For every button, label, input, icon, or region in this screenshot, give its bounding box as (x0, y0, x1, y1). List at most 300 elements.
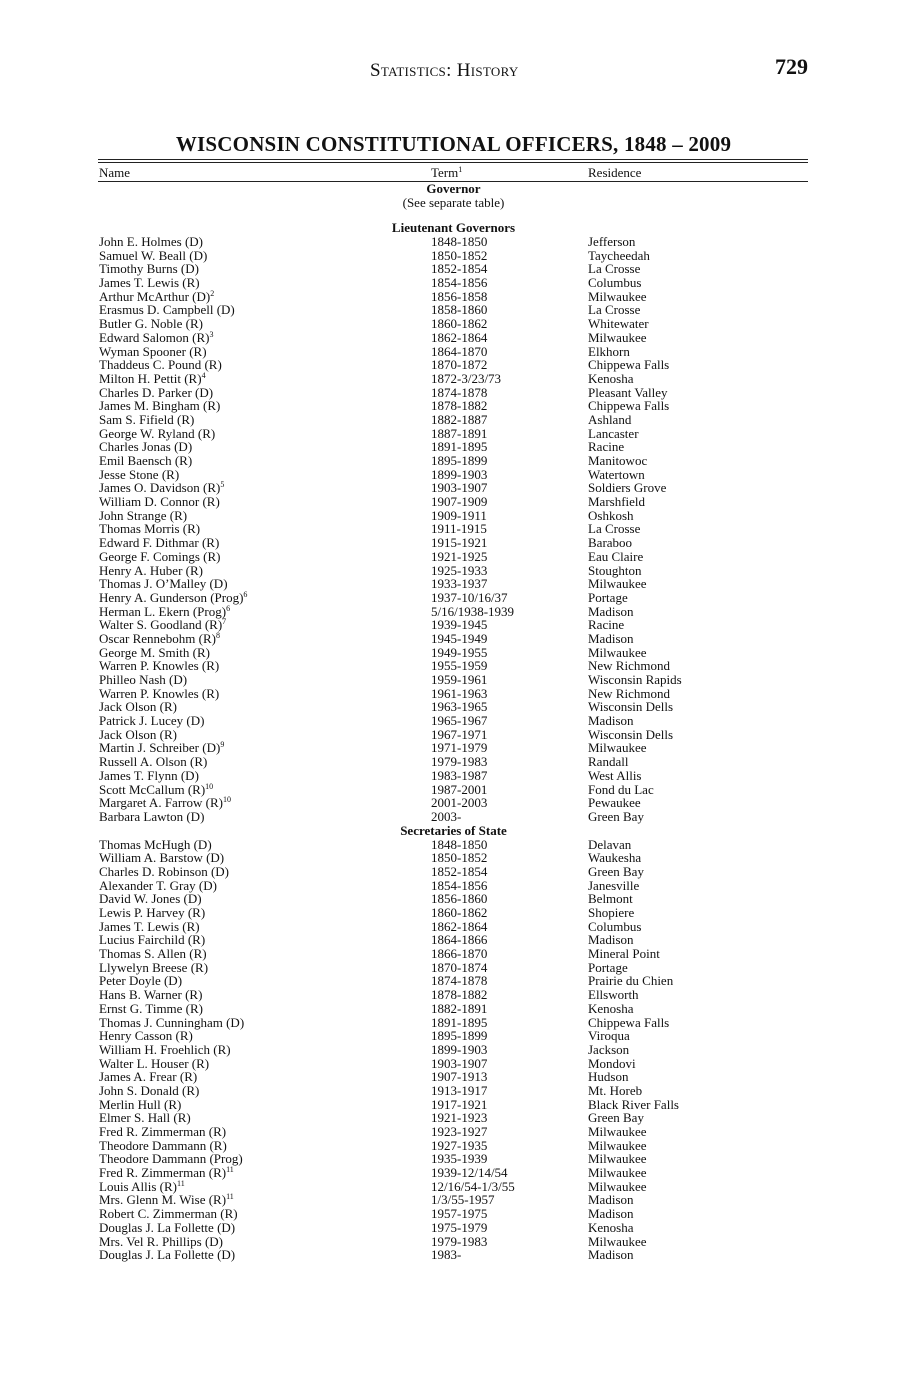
footnote-mark: 11 (226, 1192, 234, 1202)
table-row (0, 1111, 907, 1125)
table-row (0, 700, 907, 714)
term-cell: 1979-1983 (431, 1233, 488, 1249)
table-row (0, 1180, 907, 1194)
officer-name: Walter S. Goodland (R) (99, 617, 223, 633)
officer-name-cell (99, 974, 182, 988)
table-row (0, 783, 907, 797)
table-row (0, 1002, 907, 1016)
officers-table (0, 182, 907, 1262)
table-row (0, 591, 907, 605)
officer-name-cell (99, 851, 224, 865)
officer-name: Jesse Stone (R) (99, 466, 180, 482)
term-cell: 1923-1927 (431, 1124, 488, 1139)
officer-name-cell (99, 331, 213, 345)
term-cell: 1848-1850 (431, 836, 488, 852)
officer-name-cell (99, 249, 207, 263)
running-head (0, 54, 907, 82)
term-cell: 1856-1860 (431, 891, 488, 907)
officer-name-cell (99, 687, 219, 701)
officer-name-cell (99, 591, 247, 605)
section-heading (0, 182, 907, 196)
officer-name: Philleo Nash (D) (99, 672, 188, 687)
officer-name: Lewis P. Harvey (R) (99, 905, 206, 920)
officer-name-cell (99, 673, 187, 687)
residence-cell: La Crosse (588, 302, 641, 318)
term-cell: 1882-1887 (431, 411, 488, 427)
officer-name: William A. Barstow (D) (99, 850, 225, 866)
table-row (0, 358, 907, 372)
officer-name-cell (99, 1180, 185, 1194)
officer-name-cell (99, 495, 220, 509)
residence-cell: Chippewa Falls (588, 1014, 670, 1030)
term-cell: 1870-1874 (431, 959, 488, 975)
residence-cell: Mondovi (588, 1055, 636, 1071)
table-row (0, 1139, 907, 1153)
term-cell: 1957-1975 (431, 1206, 488, 1222)
officer-name: Wyman Spooner (R) (99, 343, 207, 359)
residence-cell: Chippewa Falls (588, 398, 670, 414)
term-cell: 1874-1878 (431, 384, 488, 400)
officer-name-cell (99, 550, 221, 564)
term-cell: 1850-1852 (431, 850, 488, 866)
officer-name-cell (99, 1193, 234, 1207)
column-header-residence: Residence (588, 165, 642, 180)
term-cell: 1864-1866 (431, 932, 488, 948)
table-row (0, 838, 907, 852)
table-row (0, 1029, 907, 1043)
officer-name: Patrick J. Lucey (D) (99, 713, 205, 729)
officer-name-cell (99, 1235, 223, 1249)
term-cell: 1959-1961 (431, 672, 488, 687)
officer-name-cell (99, 262, 199, 276)
column-header-term-label: Term (431, 165, 459, 180)
term-cell: 1899-1903 (431, 466, 488, 482)
residence-cell: Madison (588, 1247, 634, 1263)
officer-name: James M. Bingham (R) (99, 398, 221, 414)
officer-name: Henry Casson (R) (99, 1028, 193, 1044)
title-rule-top (98, 159, 808, 160)
officer-name-cell (99, 865, 229, 879)
officer-name: Edward Salomon (R) (99, 329, 210, 345)
officer-name: David W. Jones (D) (99, 891, 202, 907)
officer-name: Barbara Lawton (D) (99, 808, 205, 824)
officer-name-cell (99, 358, 222, 372)
officer-name: Samuel W. Beall (D) (99, 247, 208, 263)
officer-name-cell (99, 920, 200, 934)
residence-cell: Kenosha (588, 1000, 634, 1016)
title-rule-bottom (98, 162, 808, 163)
term-cell: 1925-1933 (431, 562, 488, 578)
table-row (0, 865, 907, 879)
officer-name-cell (99, 1207, 238, 1221)
officer-name: Robert C. Zimmerman (R) (99, 1206, 238, 1222)
term-cell: 1850-1852 (431, 247, 488, 263)
term-cell: 1983- (431, 1247, 462, 1263)
officer-name: Elmer S. Hall (R) (99, 1110, 191, 1126)
residence-cell: Madison (588, 713, 634, 729)
officer-name-cell (99, 700, 177, 714)
residence-cell: Racine (588, 617, 625, 633)
officer-name: Theodore Dammann (Prog) (99, 1151, 243, 1167)
term-cell: 1915-1921 (431, 535, 488, 551)
officer-name-cell (99, 235, 203, 249)
officer-name: Thomas S. Allen (R) (99, 946, 207, 962)
officer-name-cell (99, 961, 208, 975)
officer-name-cell (99, 632, 220, 646)
residence-cell: Randall (588, 754, 629, 770)
residence-cell: Taycheedah (588, 247, 650, 263)
footnote-mark: 6 (243, 589, 248, 599)
officer-name-cell (99, 276, 200, 290)
officer-name: James O. Davidson (R) (99, 480, 221, 496)
term-cell: 1921-1923 (431, 1110, 488, 1126)
section-heading (0, 221, 907, 235)
officer-name-cell (99, 646, 210, 660)
officer-name: James T. Lewis (R) (99, 275, 200, 291)
officer-name-cell (99, 728, 177, 742)
officer-name: Jack Olson (R) (99, 726, 177, 742)
footnote-mark: 11 (177, 1178, 185, 1188)
footnote-mark: 5 (220, 480, 225, 490)
term-cell: 1882-1891 (431, 1000, 488, 1016)
officer-name: Herman L. Ekern (Prog) (99, 603, 227, 619)
residence-cell: Milwaukee (588, 740, 647, 756)
term-cell: 1917-1921 (431, 1096, 488, 1112)
term-cell: 1903-1907 (431, 480, 488, 496)
residence-cell: Milwaukee (588, 1165, 647, 1181)
officer-name: Douglas J. La Follette (D) (99, 1247, 236, 1263)
officer-name-cell (99, 769, 199, 783)
table-row (0, 879, 907, 893)
table-row (0, 1098, 907, 1112)
term-cell: 1899-1903 (431, 1041, 488, 1057)
officer-name-cell (99, 1111, 191, 1125)
officer-name: Theodore Dammann (R) (99, 1137, 227, 1153)
footnote-mark: 10 (222, 795, 231, 805)
officer-name: William D. Connor (R) (99, 494, 220, 510)
residence-cell: Milwaukee (588, 1151, 647, 1167)
officer-name: Merlin Hull (R) (99, 1096, 182, 1112)
officer-name-cell (99, 838, 212, 852)
term-cell: 1862-1864 (431, 329, 488, 345)
term-cell: 1921-1925 (431, 548, 488, 564)
residence-cell: New Richmond (588, 658, 670, 674)
term-cell: 1979-1983 (431, 754, 488, 770)
officer-name: Thomas McHugh (D) (99, 836, 212, 852)
table-row (0, 673, 907, 687)
table-row (0, 481, 907, 495)
residence-cell: Kenosha (588, 370, 634, 386)
table-row (0, 1043, 907, 1057)
officer-name-cell (99, 1098, 181, 1112)
residence-cell: Fond du Lac (588, 781, 654, 797)
table-row (0, 1125, 907, 1139)
term-cell: 1891-1895 (431, 439, 488, 455)
officer-name-cell (99, 810, 204, 824)
officer-name-cell (99, 345, 207, 359)
residence-cell: Delavan (588, 836, 632, 852)
officer-name-cell (99, 290, 214, 304)
officer-name: John E. Holmes (D) (99, 234, 203, 249)
term-cell: 1856-1858 (431, 288, 488, 304)
section-note-text: (See separate table) (402, 195, 505, 210)
term-cell: 2001-2003 (431, 795, 488, 811)
officer-name: Milton H. Pettit (R) (99, 370, 202, 386)
officer-name-cell (99, 947, 207, 961)
table-row (0, 345, 907, 359)
residence-cell: Black River Falls (588, 1096, 679, 1112)
residence-cell: Elkhorn (588, 343, 630, 359)
footnote-mark: 4 (201, 370, 206, 380)
officer-name-cell (99, 714, 204, 728)
term-cell: 1955-1959 (431, 658, 488, 674)
term-cell: 1903-1907 (431, 1055, 488, 1071)
residence-cell: Milwaukee (588, 576, 647, 592)
residence-cell: Green Bay (588, 1110, 644, 1126)
officer-name: Martin J. Schreiber (D) (99, 740, 221, 756)
residence-cell: Chippewa Falls (588, 357, 670, 373)
residence-cell: Madison (588, 932, 634, 948)
officer-name-cell (99, 386, 213, 400)
officer-name-cell (99, 1221, 235, 1235)
term-cell: 1887-1891 (431, 425, 488, 441)
officer-name: Sam S. Fifield (R) (99, 411, 195, 427)
term-cell: 1854-1856 (431, 275, 488, 291)
residence-cell: Wisconsin Dells (588, 726, 674, 742)
residence-cell: Green Bay (588, 863, 644, 879)
officer-name: George F. Comings (R) (99, 548, 221, 564)
officer-name-cell (99, 440, 192, 454)
term-cell: 1933-1937 (431, 576, 488, 592)
residence-cell: Manitowoc (588, 453, 648, 468)
residence-cell: Green Bay (588, 808, 644, 824)
term-cell: 1907-1913 (431, 1069, 488, 1085)
running-section-title: Statistics: History (370, 60, 519, 81)
table-row (0, 974, 907, 988)
officer-name: Thomas J. O’Malley (D) (99, 576, 228, 592)
table-row (0, 1221, 907, 1235)
officer-name-cell (99, 659, 219, 673)
term-footnote-mark: 1 (458, 165, 463, 174)
officer-name: Oscar Rennebohm (R) (99, 630, 216, 646)
officer-name-cell (99, 1166, 234, 1180)
residence-cell: Shopiere (588, 905, 635, 920)
table-row (0, 755, 907, 769)
table-row (0, 331, 907, 345)
officer-name: Edward F. Dithmar (R) (99, 535, 220, 551)
officer-name-cell (99, 454, 192, 468)
residence-cell: Whitewater (588, 316, 649, 332)
residence-cell: Belmont (588, 891, 633, 907)
residence-cell: Mineral Point (588, 946, 660, 962)
section-heading-text: Lieutenant Governors (391, 220, 516, 235)
table-row (0, 714, 907, 728)
officer-name: Arthur McArthur (D) (99, 288, 211, 304)
officer-name: William H. Froehlich (R) (99, 1041, 231, 1057)
officer-name-cell (99, 1002, 203, 1016)
officer-name: James T. Flynn (D) (99, 767, 199, 783)
table-row (0, 1084, 907, 1098)
officer-name-cell (99, 933, 205, 947)
table-row (0, 399, 907, 413)
officer-name-cell (99, 1084, 199, 1098)
officer-name-cell (99, 1139, 227, 1153)
officer-name: Jack Olson (R) (99, 699, 177, 715)
residence-cell: Milwaukee (588, 288, 647, 304)
officer-name: Erasmus D. Campbell (D) (99, 302, 235, 318)
officer-name-cell (99, 413, 194, 427)
term-cell: 1852-1854 (431, 261, 488, 277)
table-row (0, 536, 907, 550)
table-row (0, 413, 907, 427)
officer-name-cell (99, 783, 213, 797)
officer-name-cell (99, 1057, 209, 1071)
officer-name-cell (99, 522, 200, 536)
table-row (0, 741, 907, 755)
residence-cell: Milwaukee (588, 329, 647, 345)
officer-name: Peter Doyle (D) (99, 973, 183, 989)
officer-name: Butler G. Noble (R) (99, 316, 203, 332)
table-row (0, 1193, 907, 1207)
section-heading-text: Secretaries of State (400, 822, 507, 838)
table-row (0, 290, 907, 304)
term-cell: 1852-1854 (431, 863, 488, 879)
table-row (0, 522, 907, 536)
residence-cell: Jefferson (588, 234, 636, 249)
table-row (0, 427, 907, 441)
officer-name-cell (99, 1125, 226, 1139)
officer-name: Russell A. Olson (R) (99, 754, 208, 770)
term-cell: 1874-1878 (431, 973, 488, 989)
table-row (0, 262, 907, 276)
officer-name: Hans B. Warner (R) (99, 987, 203, 1003)
term-cell: 1862-1864 (431, 918, 488, 934)
table-row (0, 468, 907, 482)
officer-name: Charles Jonas (D) (99, 439, 193, 455)
residence-cell: Prairie du Chien (588, 973, 674, 989)
residence-cell: Waukesha (588, 850, 642, 866)
table-row (0, 509, 907, 523)
table-row (0, 440, 907, 454)
term-cell: 1858-1860 (431, 302, 488, 318)
footnote-mark: 10 (205, 781, 214, 791)
officer-name-cell (99, 372, 206, 386)
table-row (0, 276, 907, 290)
table-row (0, 769, 907, 783)
table-row (0, 1235, 907, 1249)
residence-cell: La Crosse (588, 261, 641, 277)
officer-name: George M. Smith (R) (99, 644, 210, 660)
term-cell: 1961-1963 (431, 685, 488, 701)
residence-cell: West Allis (588, 767, 642, 783)
term-cell: 1891-1895 (431, 1014, 488, 1030)
residence-cell: Portage (588, 959, 628, 975)
officer-name-cell (99, 399, 220, 413)
footnote-mark: 11 (226, 1165, 234, 1175)
term-cell: 1895-1899 (431, 1028, 488, 1044)
table-row (0, 372, 907, 386)
table-row (0, 947, 907, 961)
term-cell: 1909-1911 (431, 507, 487, 523)
term-cell: 1878-1882 (431, 398, 488, 414)
term-cell: 1967-1971 (431, 726, 488, 742)
officer-name: Fred R. Zimmerman (R) (99, 1124, 227, 1139)
table-row (0, 687, 907, 701)
table-row (0, 961, 907, 975)
officer-name-cell (99, 741, 224, 755)
term-cell: 1983-1987 (431, 767, 488, 783)
table-row (0, 386, 907, 400)
officer-name: John Strange (R) (99, 507, 188, 523)
column-header-term (431, 165, 462, 181)
officer-name: Thomas J. Cunningham (D) (99, 1014, 245, 1030)
footnote-mark: 3 (209, 329, 214, 339)
officer-name: Lucius Fairchild (R) (99, 932, 206, 948)
table-row (0, 1057, 907, 1071)
table-row (0, 920, 907, 934)
table-row (0, 1152, 907, 1166)
residence-cell: New Richmond (588, 685, 670, 701)
table-row (0, 564, 907, 578)
officer-name-cell (99, 1248, 235, 1262)
table-row (0, 906, 907, 920)
residence-cell: La Crosse (588, 521, 641, 537)
officer-name-cell (99, 509, 187, 523)
term-cell: 1971-1979 (431, 740, 488, 756)
table-row (0, 577, 907, 591)
officer-name: Douglas J. La Follette (D) (99, 1219, 236, 1235)
officer-name: Ernst G. Timme (R) (99, 1000, 204, 1016)
term-cell: 1987-2001 (431, 781, 488, 797)
officer-name: John S. Donald (R) (99, 1082, 200, 1098)
table-title: WISCONSIN CONSTITUTIONAL OFFICERS, 1848 – 2009 (175, 132, 732, 156)
officer-name: Henry A. Gunderson (Prog) (99, 589, 244, 605)
table-row (0, 618, 907, 632)
table-row (0, 235, 907, 249)
residence-cell: Janesville (588, 877, 640, 893)
officer-name: James A. Frear (R) (99, 1069, 198, 1085)
officer-name-cell (99, 1016, 244, 1030)
residence-cell: Viroqua (588, 1028, 630, 1044)
residence-cell: Stoughton (588, 562, 642, 578)
officer-name: Warren P. Knowles (R) (99, 685, 220, 701)
term-cell: 1878-1882 (431, 987, 488, 1003)
officer-name: Timothy Burns (D) (99, 261, 199, 277)
officer-name: Charles D. Parker (D) (99, 384, 214, 400)
residence-cell: Madison (588, 1192, 634, 1208)
table-row (0, 303, 907, 317)
officer-name-cell (99, 1029, 193, 1043)
term-cell: 1949-1955 (431, 644, 488, 660)
footnote-mark: 8 (215, 630, 220, 640)
footnote-mark: 2 (210, 288, 215, 298)
officer-name: Margaret A. Farrow (R) (99, 795, 223, 811)
term-cell: 1848-1850 (431, 234, 488, 249)
residence-cell: Pewaukee (588, 795, 641, 811)
residence-cell: Wisconsin Dells (588, 699, 674, 715)
residence-cell: Milwaukee (588, 1137, 647, 1153)
officer-name: Fred R. Zimmerman (R) (99, 1165, 227, 1181)
officer-name-cell (99, 577, 228, 591)
table-row (0, 1248, 907, 1262)
residence-cell: Milwaukee (588, 1178, 647, 1194)
term-cell: 1860-1862 (431, 905, 488, 920)
officer-name-cell (99, 906, 205, 920)
officer-name-cell (99, 796, 231, 810)
officer-name: Alexander T. Gray (D) (99, 877, 217, 893)
officer-name-cell (99, 303, 235, 317)
residence-cell: Portage (588, 589, 628, 605)
